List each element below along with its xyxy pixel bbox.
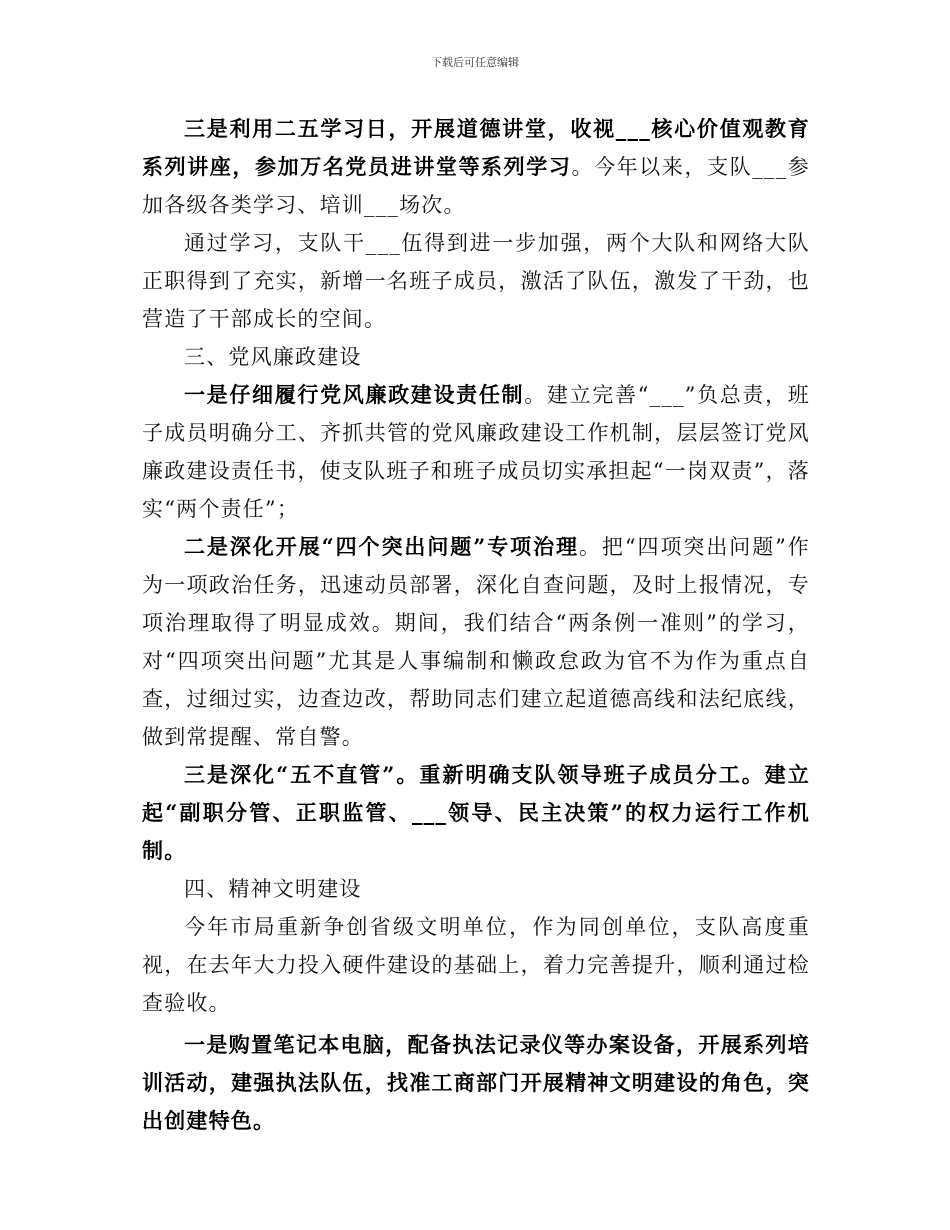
paragraph-civilization-unit (142, 908, 810, 1022)
paragraph-lead-bold: 三是利用二五学习日，开展道德讲堂，收视___核心价值观教育系列讲座，参加万名党员进讲堂等系列学习 (142, 116, 810, 179)
paragraph-four-issues (142, 528, 810, 756)
paragraph-bold-text: 一是购置笔记本电脑，配备执法记录仪等办案设备，开展系列培训活动，建强执法队伍，找准工商部门开展精神文明建设的角色，突出创建特色。 (142, 1032, 810, 1133)
document-body (142, 110, 810, 1140)
paragraph-responsibility-system (142, 376, 810, 528)
paragraph-five-not-direct (142, 756, 810, 870)
paragraph-equipment (142, 1026, 810, 1140)
paragraph-lead-bold: 一是仔细履行党风廉政建设责任制 (184, 382, 525, 407)
paragraph-text: 今年市局重新争创省级文明单位，作为同创单位，支队高度重视，在去年大力投入硬件建设的基础上，着力完善提升，顺利通过检查验收。 (142, 915, 810, 1015)
paragraph-study-day (142, 110, 810, 224)
paragraph-text: 。建立完善“___”负总责，班子成员明确分工、齐抓共管的党风廉政建设工作机制，层层签订党风廉政建设责任书，使支队班子和班子成员切实承担起“一岗双责”，落实“两个责任”； (142, 383, 810, 521)
section-heading-party-conduct (142, 338, 810, 376)
heading-text: 三、党风廉政建设 (184, 345, 362, 369)
paragraph-bold-text: 三是深化“五不直管”。重新明确支队领导班子成员分工。建立起“副职分管、正职监管、___领导、民主决策”的权力运行工作机制。 (142, 762, 810, 863)
section-heading-civilization (142, 870, 810, 908)
paragraph-study-results (142, 224, 810, 338)
page-header: 下载后可任意编辑 (431, 56, 519, 69)
paragraph-text: 。把“四项突出问题”作为一项政治任务，迅速动员部署，深化自查问题，及时上报情况，专项治理取得了明显成效。期间，我们结合“两条例一准则”的学习，对“四项突出问题”尤其是人事编制和懒政怠政为官不为作为重点自查，过细过实，边查边改，帮助同志们建立起道德高线和法纪底线，做到常提醒、常自警。 (142, 535, 810, 749)
paragraph-text: 通过学习，支队干___伍得到进一步加强，两个大队和网络大队正职得到了充实，新增一名班子成员，激活了队伍，激发了干劲，也营造了干部成长的空间。 (142, 231, 810, 331)
paragraph-text: 。今年以来，支队___参加各级各类学习、培训___场次。 (142, 155, 810, 217)
paragraph-lead-bold: 二是深化开展“四个突出问题”专项治理 (184, 534, 579, 559)
heading-text: 四、精神文明建设 (184, 877, 362, 901)
